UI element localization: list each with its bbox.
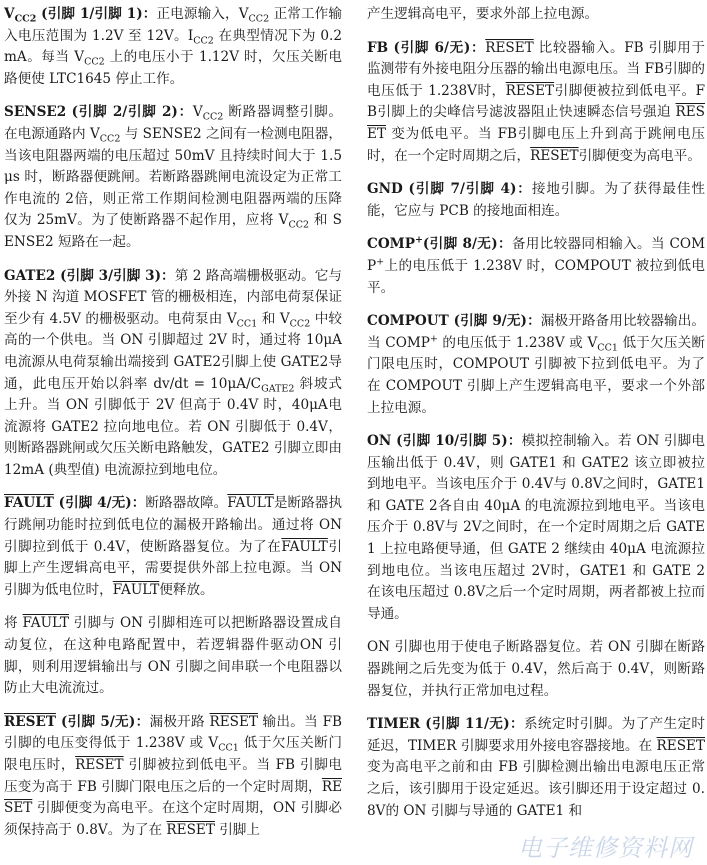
pin-heading: FAULT (引脚 4/无)： <box>4 495 146 512</box>
pin-description-comp <box>367 234 705 299</box>
right-column <box>367 4 705 834</box>
pin-heading: FB (引脚 6/无)： <box>367 39 486 56</box>
pin-heading: TIMER (引脚 11/无)： <box>367 716 524 733</box>
pin-heading: GATE2 (引脚 3/引脚 3)： <box>4 267 175 284</box>
pin-description-gnd <box>367 179 705 222</box>
pin-body-text: 漏极开路备用比较器输出。当 COMP+ 的电压低于 1.238V 或 $V_{CC1}$ 低于欠压关断门限电压时，COMPOUT 引脚被下拉到低电平。为了在 COMPOUT 引脚上产生逻辑高电平，要求一个外部上拉电源。 <box>367 313 706 416</box>
pin-body-text: 漏极开路 RESET 输出。当 FB 引脚的电压变得低于 1.238V 或 $V_{CC1}$ 低于欠压关断门限电压时，RESET 引脚被拉到低电平。当 FB 引脚电压变为高于 FB 引脚门限电压之后的一个定时周期，RESET 引脚便变为高电平。在这个定时周期，ON 引脚必须保持高于 0.8V。为了在 RESET 引脚上 <box>4 713 343 838</box>
pin-description-on <box>367 431 705 625</box>
pin-description-vcc2 <box>4 4 342 90</box>
pin-description-compout <box>367 311 705 419</box>
pin-body-text: 系统定时引脚。为了产生定时延迟，TIMER 引脚要求用外接电容器接地。在 RESET 变为高电平之前和由 FB 引脚检测出输出电源电压正常之后，该引脚用于设定延迟。该引脚还用于设定超过 0.8V的 ON 引脚与导通的 GATE1 和 <box>367 716 705 819</box>
pin-description-gate2 <box>4 266 342 482</box>
pin-body-text: 模拟控制输入。若 ON 引脚电压输出低于 0.4V，则 GATE1 和 GATE2 该立即被拉到地电平。当该电压介于 0.4V与 0.8V之间时，GATE1 和 GATE 2各自由 40μA 的电流源拉到地电平。当该电压介于 0.8V与 2V之间时，在一个定时周期之后 GATE1 上拉电路便导通，但 GATE 2 继续由 40μA 电流源拉到地电位。当该电压超过 2V时，GATE1 和 GATE 2 在该电压超过 0.8V之后一个定时周期，两者都被上拉而导通。 <box>367 433 705 622</box>
left-column <box>4 4 342 853</box>
pin-body-text: ON 引脚也用于使电子断路器复位。若 ON 引脚在断路器跳闸之后先变为低于 0.4V，然后高于 0.4V，则断路器复位，并执行正常加电过程。 <box>367 639 705 699</box>
pin-body-text: 第 2 路高端栅极驱动。它与外接 N 沟道 MOSFET 管的栅极相连，内部电荷泵保证至少有 4.5V 的栅极驱动。电荷泵由 $V_{CC1}$ 和 $V_{CC2}$ 中较高的一个供电。当 ON 引脚超过 2V 时，通过将 10μA 电流源从电荷泵输出端接到 GATE2引脚上使 GATE2导通，此电压开始以斜率 $dv/dt = 10\mu A/C_{GATE2}$ 斜坡式上升。当 ON 引脚低于 2V 但高于 0.4V 时，40μA电流源将 GATE2 拉向地电位。若 ON 引脚低于 0.4V，则断路器跳闸或欠压关断电路触发，GATE2 引脚立即由 12mA (典型值) 电流源拉到地电位。 <box>4 267 342 478</box>
pin-heading: ON (引脚 10/引脚 5)： <box>367 433 522 450</box>
pin-body-text: 产生逻辑高电平，要求外部上拉电源。 <box>367 6 599 22</box>
pin-description-reset <box>4 712 342 842</box>
pin-body-text: 将 FAULT 引脚与 ON 引脚相连可以把断路器设置成自动复位，在这种电路配置中，若逻辑器件驱动ON 引脚，则利用逻辑输出与 ON 引脚之间串联一个电阻器以防止大电流流过。 <box>4 615 342 697</box>
pin-heading: $V_{CC2}$ (引脚 1/引脚 1)： <box>4 6 157 25</box>
pin-body-text: 正电源输入，$V_{CC2}$ 正常工作输入电压范围为 1.2V 至 12V。$I_{CC2}$ 在典型情况下为 0.2mA。每当 $V_{CC2}$ 上的电压小于 1.12V 时，欠压关断电路便使 LTC1645 停止工作。 <box>4 6 342 87</box>
pin-description-fault <box>4 493 342 601</box>
pin-description-sense2 <box>4 102 342 253</box>
pin-heading: RESET (引脚 5/无)： <box>4 713 150 730</box>
pin-heading: COMP+(引脚 8/无)： <box>367 234 512 253</box>
watermark: 电子维修资料网 <box>518 834 693 862</box>
pin-description-on_reset <box>367 637 705 702</box>
pin-description-fb <box>367 38 705 168</box>
pin-description-reset_cont <box>367 4 705 26</box>
pin-heading: COMPOUT (引脚 9/无)： <box>367 313 541 330</box>
pin-body-text: 断路器故障。FAULT是断路器执行跳闸功能时拉到低电位的漏极开路输出。通过将 ON 引脚拉到低于 0.4V，使断路器复位。为了在FAULT引脚上产生逻辑高电平，需要提供外部上拉电源。当 ON 引脚为低电位时，FAULT便释放。 <box>4 495 343 598</box>
pin-description-fault_on <box>4 613 342 699</box>
pin-body-text: $V_{CC2}$ 断路器调整引脚。在电源通路内 $V_{CC2}$ 与 SENSE2 之间有一检测电阻器，当该电阻器两端的电压超过 50mV 且持续时间大于 1.5μs 时，断路器便跳闸。若断路器跳闸电流设定为正常工作电流的 2倍，则正常工作期间检测电阻器两端的压降仅为 25mV。为了使断路器不起作用，应将 $V_{CC2}$ 和 SENSE2 短路在一起。 <box>4 104 343 250</box>
pin-body-text: RESET 比较器输入。FB 引脚用于监测带有外接电阻分压器的输出电源电压。当 FB引脚的电压低于 1.238V时，RESET引脚便被拉到低电平。FB引脚上的尖峰信号滤波器阻止快速瞬态信号强迫 RESET 变为低电平。当 FB引脚电压上升到高于跳闸电压时，在一个定时周期之后，RESET引脚便变为高电平。 <box>367 39 705 164</box>
pin-heading: GND (引脚 7/引脚 4)： <box>367 181 532 198</box>
pin-body-text: 接地引脚。为了获得最佳性能，它应与 PCB 的接地面相连。 <box>367 181 705 219</box>
pin-description-timer <box>367 714 705 822</box>
pin-body-text: 备用比较器同相输入。当 COMP+上的电压低于 1.238V 时，COMPOUT 被拉到低电平。 <box>367 236 705 296</box>
pin-heading: SENSE2 (引脚 2/引脚 2)： <box>4 104 193 121</box>
